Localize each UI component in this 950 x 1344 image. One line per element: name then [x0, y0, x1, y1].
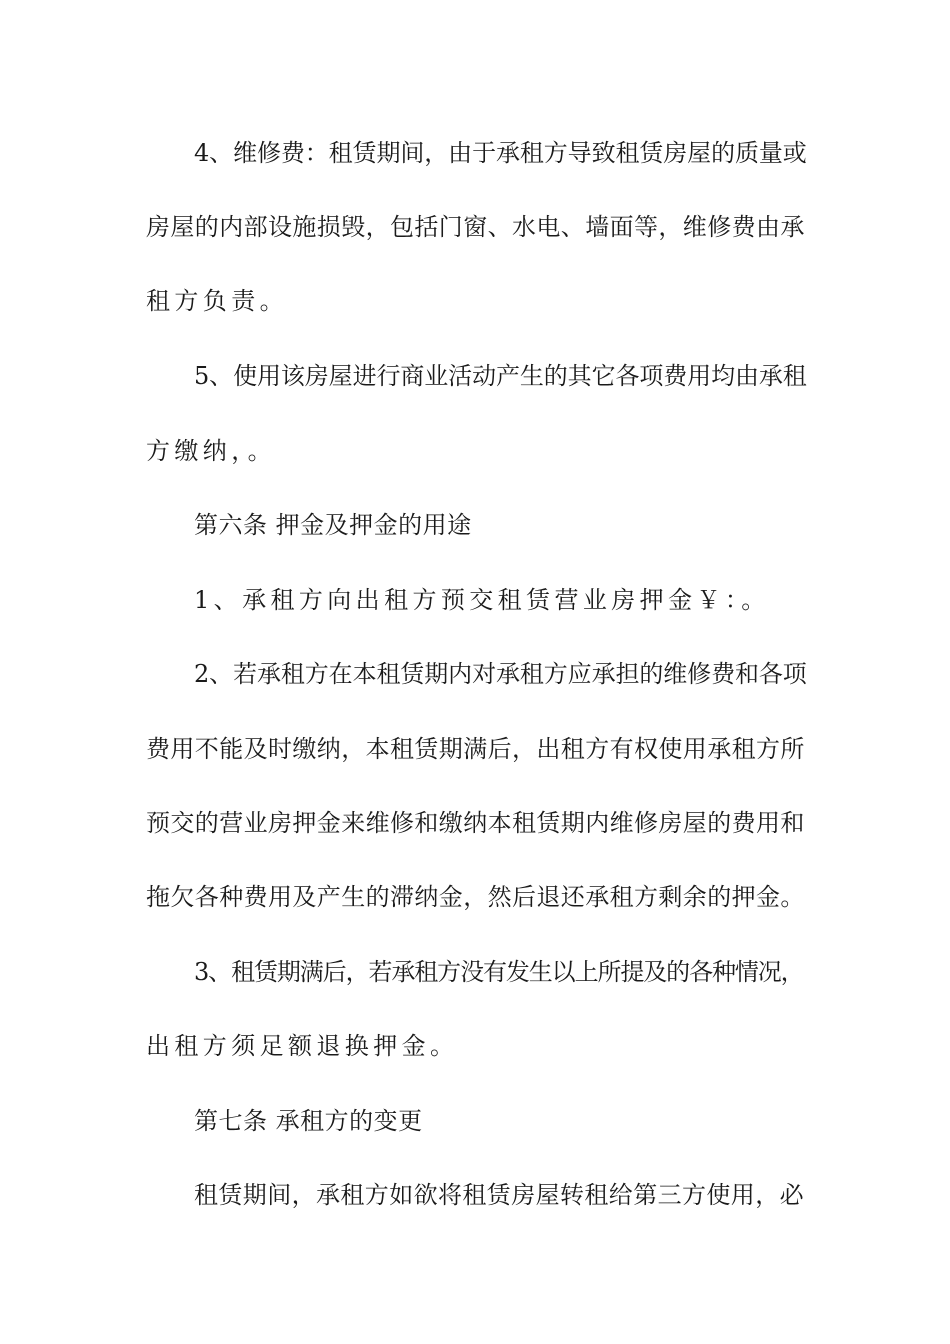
section-heading: 第七条 承租方的变更: [194, 1107, 423, 1135]
text-line: 2、若承租方在本租赁期内对承租方应承担的维修费和各项: [194, 660, 807, 688]
text-line: 租方负责。: [146, 287, 288, 315]
section-heading: 第六条 押金及押金的用途: [194, 511, 472, 539]
text-line: 租赁期间，承租方如欲将租赁房屋转租给第三方使用，必: [194, 1181, 804, 1209]
text-line: 预交的营业房押金来维修和缴纳本租赁期内维修房屋的费用和: [146, 809, 805, 837]
text-line: 5、使用该房屋进行商业活动产生的其它各项费用均由承租: [194, 362, 807, 390]
text-line: 方缴纳，。: [146, 437, 276, 465]
text-line: 费用不能及时缴纳，本租赁期满后，出租方有权使用承租方所: [146, 735, 805, 763]
text-line: 拖欠各种费用及产生的滞纳金，然后退还承租方剩余的押金。: [146, 883, 805, 911]
text-line: 1、承租方向出租方预交租赁营业房押金￥：。: [194, 586, 770, 614]
text-line: 3、租赁期满后，若承租方没有发生以上所提及的各种情况，: [194, 958, 804, 986]
text-line: 房屋的内部设施损毁，包括门窗、水电、墙面等，维修费由承: [146, 213, 805, 241]
text-line: 4、维修费：租赁期间，由于承租方导致租赁房屋的质量或: [194, 139, 807, 167]
text-line: 出租方须足额退换押金。: [146, 1032, 459, 1060]
